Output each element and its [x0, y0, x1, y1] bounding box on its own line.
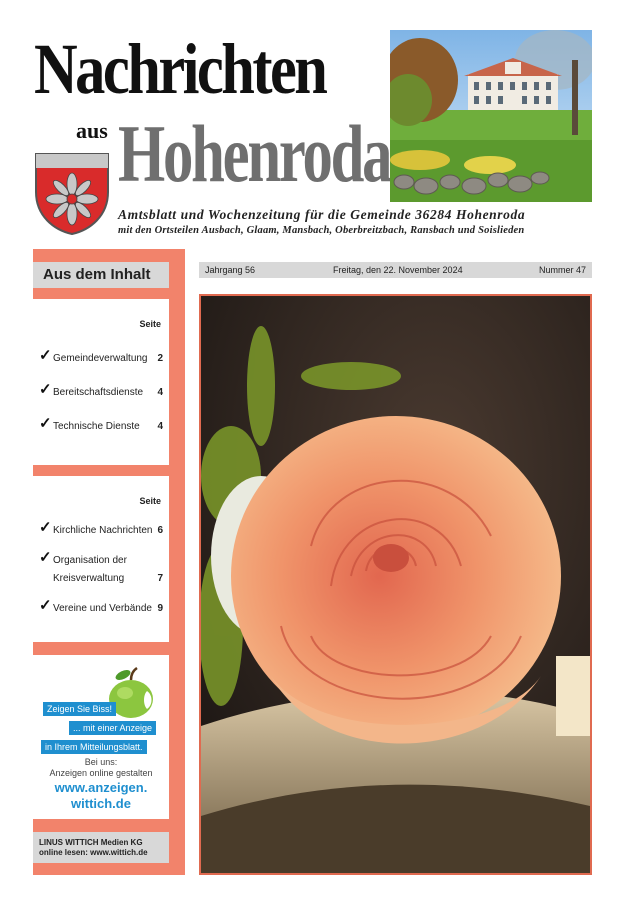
toc-item-page: 6 — [157, 525, 163, 536]
ad-text-1: Bei uns: — [84, 757, 118, 767]
coat-of-arms-icon — [34, 152, 110, 236]
toc-item-page: 2 — [157, 353, 163, 364]
check-icon: ✓ — [39, 347, 52, 364]
newspaper-title: Nachrichten — [34, 29, 326, 109]
subtitle-line-2: mit den Ortsteilen Ausbach, Glaam, Mansbach, Oberbreitzbach, Ransbach und Soislieden — [118, 225, 525, 236]
toc-item-label: Bereitschaftsdienste — [53, 387, 144, 398]
check-icon: ✓ — [39, 415, 52, 432]
publisher-name: LINUS WITTICH Medien KG — [39, 838, 143, 847]
toc-item-page: 4 — [157, 387, 163, 398]
issue-jahrgang: Jahrgang 56 — [205, 265, 256, 275]
ad-text-2: Anzeigen online gestalten — [49, 768, 153, 778]
toc-item-label-2: Kreisverwaltung — [53, 573, 125, 584]
check-icon: ✓ — [39, 597, 52, 614]
subtitle-line-1: Amtsblatt und Wochenzeitung für die Gemeinde 36284 Hohenroda — [118, 207, 526, 222]
contents-heading: Aus dem Inhalt — [33, 262, 169, 288]
toc-item-page: 4 — [157, 421, 163, 432]
check-icon: ✓ — [39, 519, 52, 536]
toc-box-2 — [33, 476, 169, 642]
ad-tag-2: ... mit einer Anzeige — [69, 721, 156, 735]
ad-box[interactable] — [33, 655, 169, 819]
rose-illustration — [201, 296, 590, 873]
check-icon: ✓ — [39, 549, 52, 566]
toc-seite-label: Seite — [139, 496, 161, 506]
toc-item-label: Gemeindeverwaltung — [53, 353, 148, 364]
issue-bar — [199, 262, 592, 278]
ad-tag-3: in Ihrem Mitteilungsblatt. — [41, 740, 147, 754]
issue-date: Freitag, den 22. November 2024 — [333, 265, 463, 275]
place-title: Hohenroda — [118, 108, 391, 199]
check-icon: ✓ — [39, 381, 52, 398]
toc-box-1 — [33, 299, 169, 465]
toc-item-label: Organisation der — [53, 555, 127, 566]
publisher-online[interactable]: online lesen: www.wittich.de — [39, 848, 148, 857]
toc-item-label: Vereine und Verbände — [53, 603, 152, 614]
castle-photo — [390, 30, 592, 202]
masthead — [0, 0, 625, 250]
ad-url-2[interactable]: wittich.de — [71, 796, 131, 811]
ad-url-1[interactable]: www.anzeigen. — [54, 780, 148, 795]
toc-item-label: Kirchliche Nachrichten — [53, 525, 153, 536]
toc-item-page: 7 — [157, 573, 163, 584]
toc-item-label: Technische Dienste — [53, 421, 140, 432]
title-aus: aus — [76, 118, 108, 143]
ad-tag-1: Zeigen Sie Biss! — [43, 702, 116, 716]
toc-seite-label: Seite — [139, 319, 161, 329]
cover-image — [199, 294, 592, 875]
toc-item-page: 9 — [157, 603, 163, 614]
issue-number: Nummer 47 — [538, 265, 586, 275]
publisher-footer — [33, 832, 169, 863]
